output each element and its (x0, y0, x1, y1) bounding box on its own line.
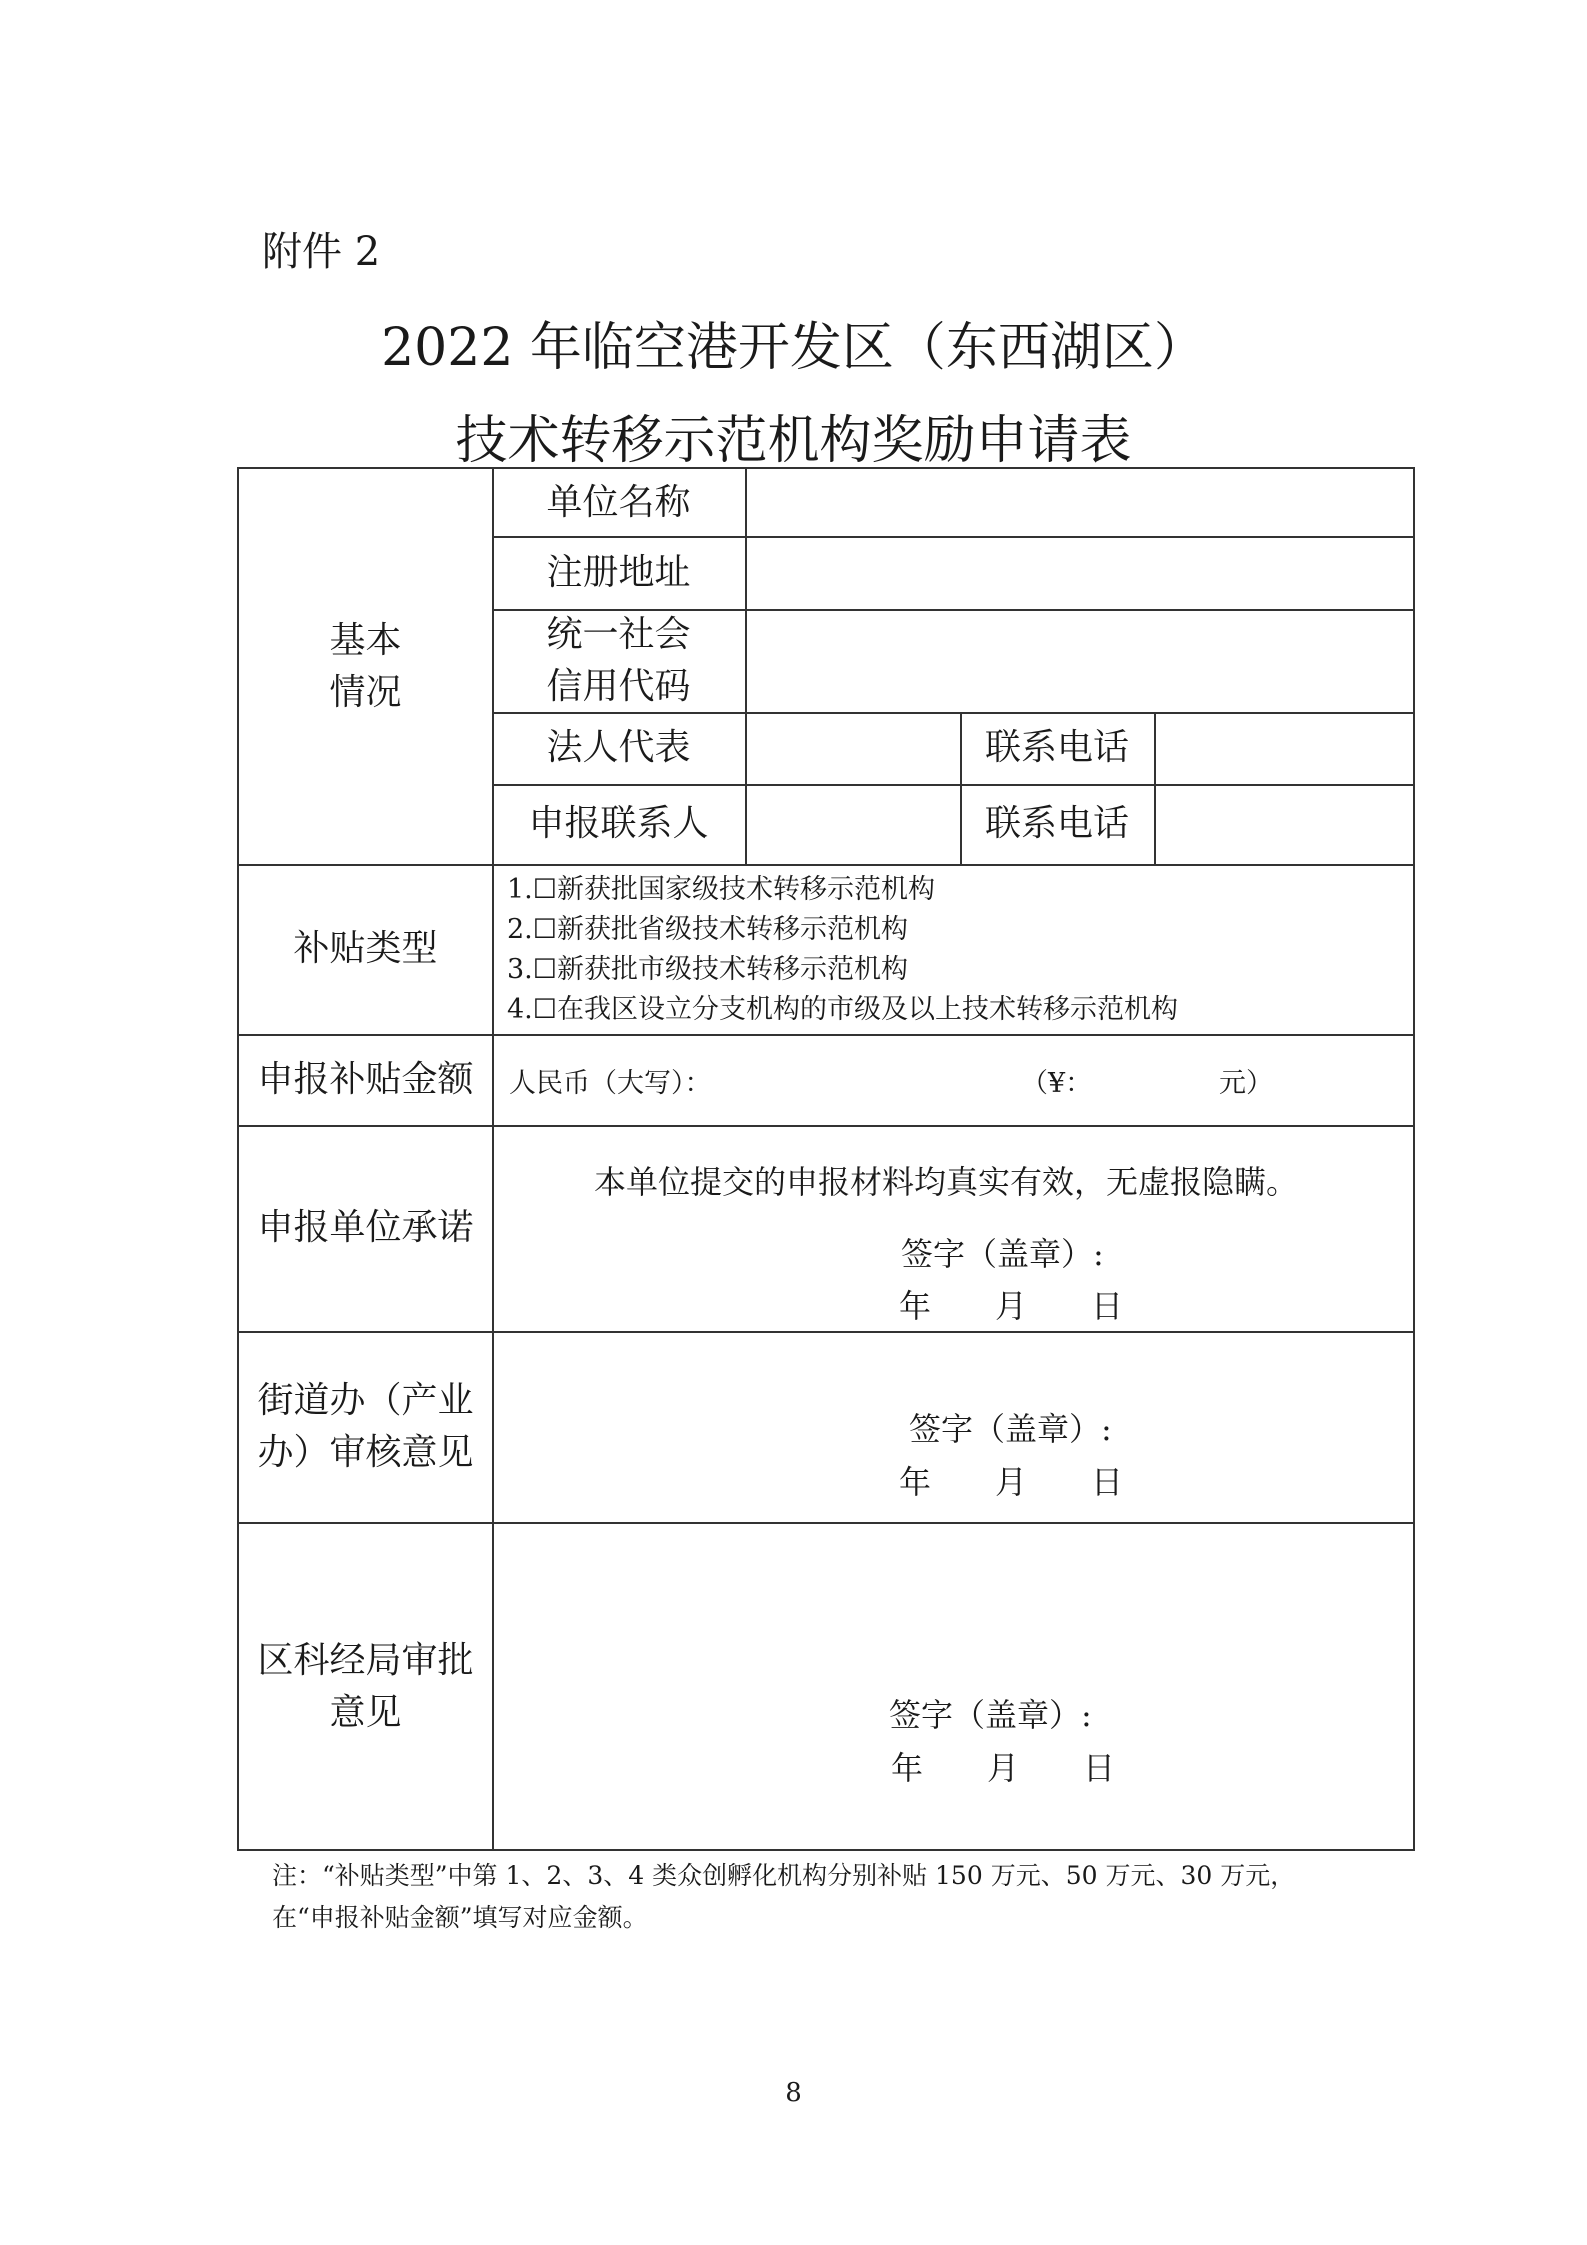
subsidy-type-label: 补贴类型 (293, 928, 438, 969)
bureau-review-label-line1: 区科经局审批 (257, 1639, 474, 1681)
footer-note-line1: 注：“补贴类型”中第 1、2、3、4 类众创孵化机构分别补贴 150 万元、50 万元、30 万元， (272, 1861, 1296, 1890)
legal-rep-field[interactable] (745, 712, 960, 784)
basic-info-label-line1: 基本 (329, 619, 402, 661)
basic-info-section-label (239, 469, 492, 864)
phone-label-1: 联系电话 (984, 727, 1129, 768)
form-title-line1: 2022 年临空港开发区（东西湖区） (381, 318, 1206, 378)
application-form (237, 467, 1415, 1851)
footer-note-line2: 在“申报补贴金额”填写对应金额。 (272, 1903, 648, 1932)
form-title-line2: 技术转移示范机构奖励申请表 (455, 411, 1132, 471)
unit-name-label: 单位名称 (546, 481, 691, 523)
phone-field-1[interactable] (1154, 712, 1415, 784)
basic-info-label-line2: 情况 (329, 671, 402, 713)
page-number: 8 (785, 2078, 802, 2108)
bureau-review-sign: 签字（盖章）: (889, 1696, 1092, 1734)
attachment-label: 附件 2 (262, 229, 381, 275)
unit-name-field[interactable] (745, 469, 1415, 536)
contact-person-field[interactable] (745, 784, 960, 864)
amount-label: 申报补贴金额 (257, 1058, 474, 1100)
rmb-label: 人民币（大写）： (509, 1068, 712, 1099)
subsidy-option-2[interactable]: 2.☐新获批省级技术转移示范机构 (507, 914, 908, 945)
rmb-amount-field[interactable] (749, 1051, 989, 1101)
subsidy-option-4[interactable]: 4.☐在我区设立分支机构的市级及以上技术转移示范机构 (507, 994, 1178, 1025)
reg-address-field[interactable] (745, 536, 1415, 609)
commitment-sign: 签字（盖章）: (901, 1235, 1104, 1273)
subsidy-option-1[interactable]: 1.☐新获批国家级技术转移示范机构 (507, 874, 935, 905)
yuan-label: 元） (1219, 1068, 1273, 1099)
phone-label-2: 联系电话 (984, 803, 1129, 844)
legal-rep-label: 法人代表 (546, 727, 691, 768)
credit-code-field[interactable] (745, 609, 1415, 712)
credit-code-label-line2: 信用代码 (546, 665, 691, 707)
commitment-label: 申报单位承诺 (257, 1207, 474, 1248)
yen-label: （¥： (1021, 1068, 1093, 1099)
street-review-label (239, 1331, 492, 1522)
bureau-review-label-line2: 意见 (329, 1691, 402, 1733)
subsidy-options (507, 870, 1407, 1030)
bureau-review-date: 年 月 日 (891, 1749, 1116, 1787)
street-review-date: 年 月 日 (899, 1463, 1124, 1501)
street-review-label-line2: 办）审核意见 (257, 1431, 474, 1473)
phone-field-2[interactable] (1154, 784, 1415, 864)
subsidy-option-3[interactable]: 3.☐新获批市级技术转移示范机构 (507, 954, 908, 985)
commitment-date: 年 月 日 (899, 1287, 1124, 1325)
credit-code-label-line1: 统一社会 (546, 613, 691, 655)
commitment-statement: 本单位提交的申报材料均真实有效，无虚报隐瞒。 (594, 1163, 1299, 1201)
street-review-label-line1: 街道办（产业 (257, 1379, 474, 1421)
reg-address-label: 注册地址 (546, 551, 691, 593)
bureau-review-label (239, 1522, 492, 1851)
contact-person-label: 申报联系人 (528, 803, 709, 844)
yen-amount-field[interactable] (1101, 1051, 1211, 1101)
footer-note (272, 1855, 1295, 1939)
street-review-sign: 签字（盖章）: (909, 1410, 1112, 1448)
credit-code-label (492, 609, 745, 712)
